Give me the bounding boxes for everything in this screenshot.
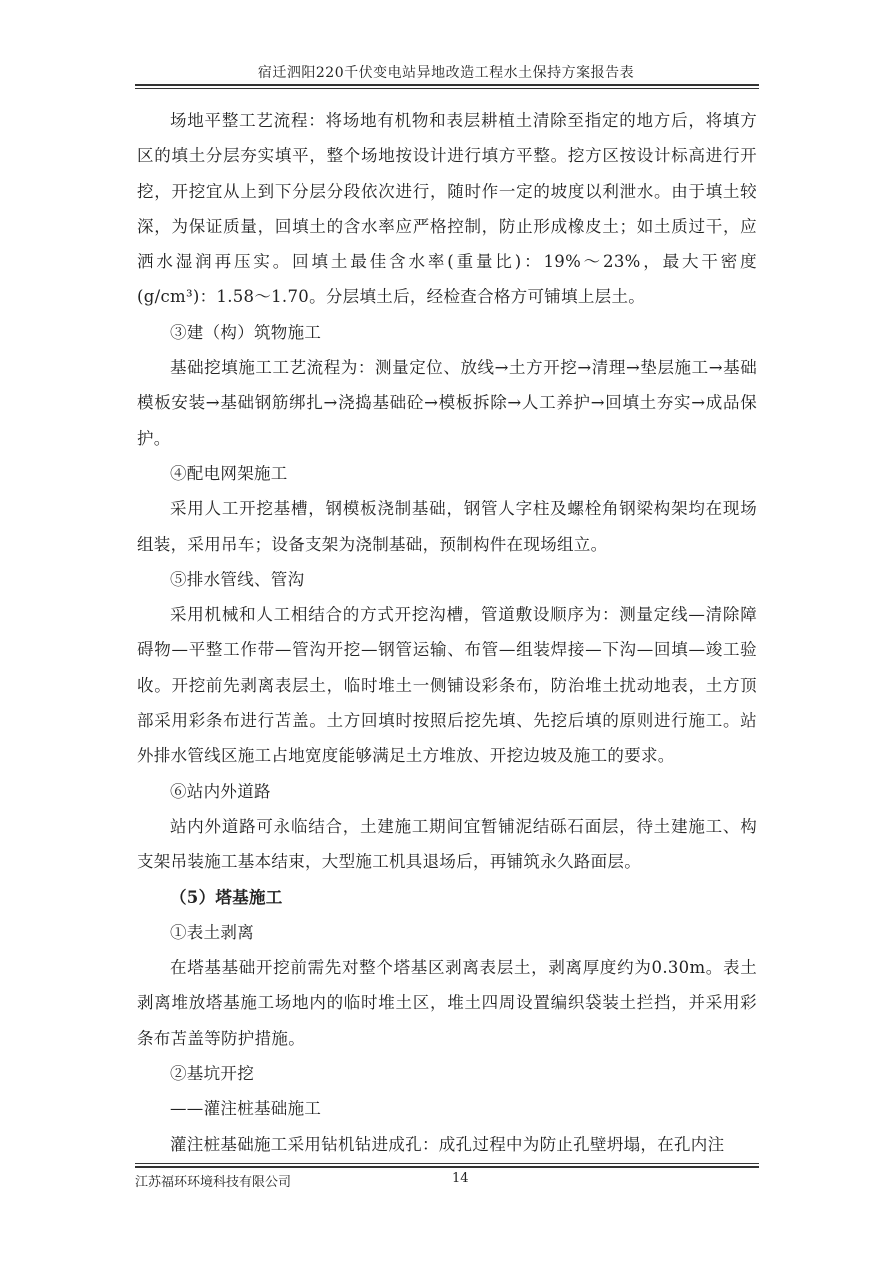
paragraph: 基础挖填施工工艺流程为：测量定位、放线→土方开挖→清理→垫层施工→基础模板安装→基础钢筋绑扎→浇捣基础砼→模板拆除→人工养护→回填土夯实→成品保护。 [137, 358, 757, 448]
paragraph: ——灌注桩基础施工 [170, 1099, 322, 1119]
footer-divider [135, 1166, 759, 1168]
paragraph: ②基坑开挖 [170, 1064, 254, 1084]
section-heading: （5）塔基施工 [170, 887, 283, 907]
paragraph: 在塔基基础开挖前需先对整个塔基区剥离表层土，剥离厚度约为0.30m。表土剥离堆放塔基施工场地内的临时堆土区，堆土四周设置编织袋装土拦挡，并采用彩条布苫盖等防护措施。 [137, 958, 757, 1048]
paragraph: ①表土剥离 [170, 922, 254, 942]
paragraph: 场地平整工艺流程：将场地有机物和表层耕植土清除至指定的地方后，将填方区的填土分层夯实填平，整个场地按设计进行填方平整。挖方区按设计标高进行开挖，开挖宜从上到下分层分段依次进行，随时作一定的坡度以利泄水。由于填土较深，为保证质量，回填土的含水率应严格控制，防止形成橡皮土；如土质过干，应洒水湿润再压实。回填土最佳含水率(重量比)：19%～23%，最大干密度(g/cm³)：1.58～1.70。分层填土后，经检查合格方可铺填上层土。 [137, 111, 757, 307]
document-body [137, 103, 757, 1162]
page-number: 14 [452, 1171, 469, 1186]
footer-company-name: 江苏福环环境科技有限公司 [135, 1175, 292, 1190]
header-divider [135, 84, 759, 86]
paragraph: 采用机械和人工相结合的方式开挖沟槽，管道敷设顺序为：测量定线—清除障碍物—平整工作带—管沟开挖—钢管运输、布管—组装焊接—下沟—回填—竣工验收。开挖前先剥离表层土，临时堆土一侧铺设彩条布，防治堆土扰动地表，土方顶部采用彩条布进行苫盖。土方回填时按照后挖先填、先挖后填的原则进行施工。站外排水管线区施工占地宽度能够满足土方堆放、开挖边坡及施工的要求。 [137, 605, 757, 766]
page-header-title: 宿迁泗阳220千伏变电站异地改造工程水土保持方案报告表 [257, 65, 635, 81]
paragraph: ③建（构）筑物施工 [170, 322, 322, 342]
paragraph: 采用人工开挖基槽，钢模板浇制基础，钢管人字柱及螺栓角钢梁构架均在现场组装，采用吊车；设备支架为浇制基础，预制构件在现场组立。 [137, 499, 757, 554]
paragraph: 灌注桩基础施工采用钻机钻进成孔：成孔过程中为防止孔壁坍塌，在孔内注 [170, 1134, 725, 1154]
paragraph: ⑤排水管线、管沟 [170, 569, 305, 589]
paragraph: ④配电网架施工 [170, 463, 288, 483]
paragraph: ⑥站内外道路 [170, 781, 271, 801]
footer-divider-thin [135, 1163, 759, 1164]
header-divider-thin [135, 88, 759, 89]
paragraph: 站内外道路可永临结合，土建施工期间宜暂铺泥结砾石面层，待土建施工、构支架吊装施工基本结束，大型施工机具退场后，再铺筑永久路面层。 [137, 816, 757, 872]
